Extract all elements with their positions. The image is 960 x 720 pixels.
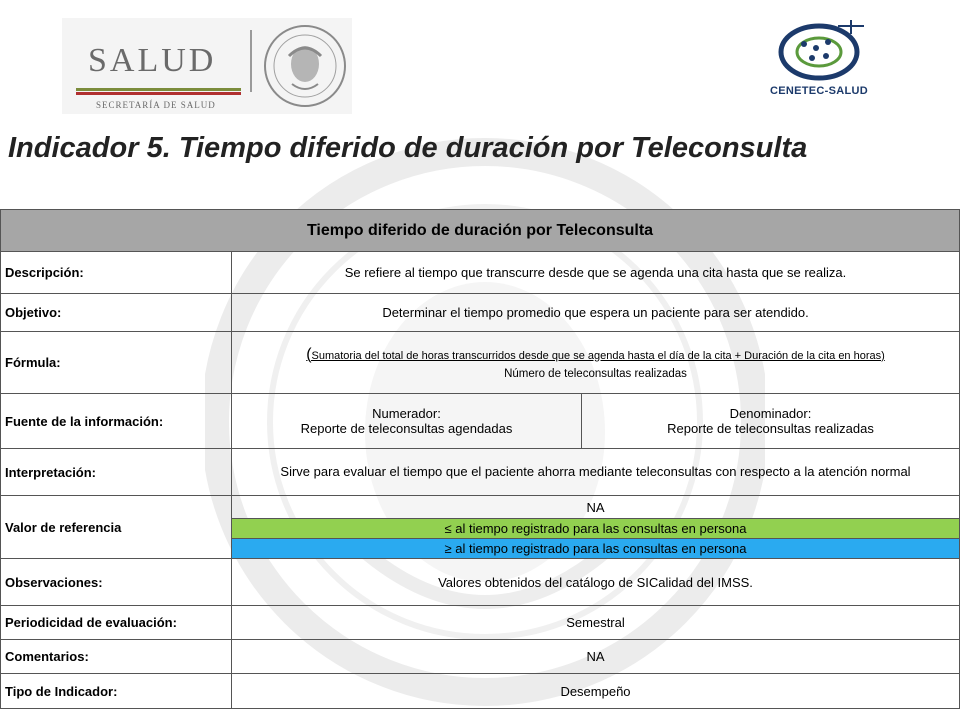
comentarios-label: Comentarios: [1, 640, 232, 674]
formula-numerator [236, 346, 955, 364]
interpretacion-label: Interpretación: [1, 449, 232, 496]
row-objetivo [1, 294, 960, 332]
descripcion-label: Descripción: [1, 252, 232, 294]
row-fuente [1, 394, 960, 449]
logo-divider [250, 30, 252, 92]
row-interpretacion [1, 449, 960, 496]
valor-referencia-na: NA [232, 496, 960, 519]
cenetec-emblem-icon [764, 20, 874, 84]
fuente-numerador [232, 394, 582, 449]
indicator-table [0, 209, 960, 709]
formula-value [232, 332, 960, 394]
objetivo-label: Objetivo: [1, 294, 232, 332]
row-formula [1, 332, 960, 394]
periodicidad-label: Periodicidad de evaluación: [1, 606, 232, 640]
numerador-value: Reporte de teleconsultas agendadas [300, 421, 513, 436]
row-descripcion [1, 252, 960, 294]
table-header-row [1, 210, 960, 252]
formula-paren: ( [306, 345, 312, 363]
comentarios-value: NA [232, 640, 960, 674]
row-valor-referencia [1, 496, 960, 519]
salud-logo [62, 18, 352, 114]
salud-logo-subtext: SECRETARÍA DE SALUD [96, 100, 216, 110]
salud-logo-text: SALUD [88, 42, 217, 79]
fuente-label: Fuente de la información: [1, 394, 232, 449]
observaciones-label: Observaciones: [1, 559, 232, 606]
tipo-value: Desempeño [232, 674, 960, 709]
interpretacion-value: Sirve para evaluar el tiempo que el paciente ahorra mediante teleconsultas con respecto a la atención normal [232, 449, 960, 496]
cenetec-logo-text: CENETEC-SALUD [769, 85, 868, 97]
row-tipo [1, 674, 960, 709]
cenetec-logo [764, 20, 874, 105]
descripcion-value: Se refiere al tiempo que transcurre desde que se agenda una cita hasta que se realiza. [232, 252, 960, 294]
row-periodicidad [1, 606, 960, 640]
row-comentarios [1, 640, 960, 674]
salud-red-line [76, 92, 241, 95]
row-observaciones [1, 559, 960, 606]
table-header: Tiempo diferido de duración por Teleconsulta [1, 210, 960, 252]
objetivo-value: Determinar el tiempo promedio que espera un paciente para ser atendido. [232, 294, 960, 332]
formula-numerator-text: Sumatoria del total de horas transcurridos desde que se agenda hasta el día de la cita + Duración de la cita en horas) [311, 349, 885, 362]
numerador-title: Numerador: [372, 406, 441, 421]
formula-denominator: Número de teleconsultas realizadas [504, 367, 687, 380]
observaciones-value: Valores obtenidos del catálogo de SICalidad del IMSS. [232, 559, 960, 606]
formula-label: Fórmula: [1, 332, 232, 394]
salud-green-line [76, 88, 241, 91]
mexico-seal-icon [262, 20, 348, 112]
tipo-label: Tipo de Indicador: [1, 674, 232, 709]
valor-referencia-label: Valor de referencia [1, 496, 232, 559]
valor-referencia-ge: ≥ al tiempo registrado para las consultas en persona [232, 539, 960, 559]
denominador-title: Denominador: [729, 406, 812, 421]
page-title: Indicador 5. Tiempo diferido de duración por Teleconsulta [8, 132, 808, 164]
valor-referencia-le: ≤ al tiempo registrado para las consultas en persona [232, 519, 960, 539]
periodicidad-value: Semestral [232, 606, 960, 640]
denominador-value: Reporte de teleconsultas realizadas [667, 421, 874, 436]
fuente-denominador [582, 394, 960, 449]
